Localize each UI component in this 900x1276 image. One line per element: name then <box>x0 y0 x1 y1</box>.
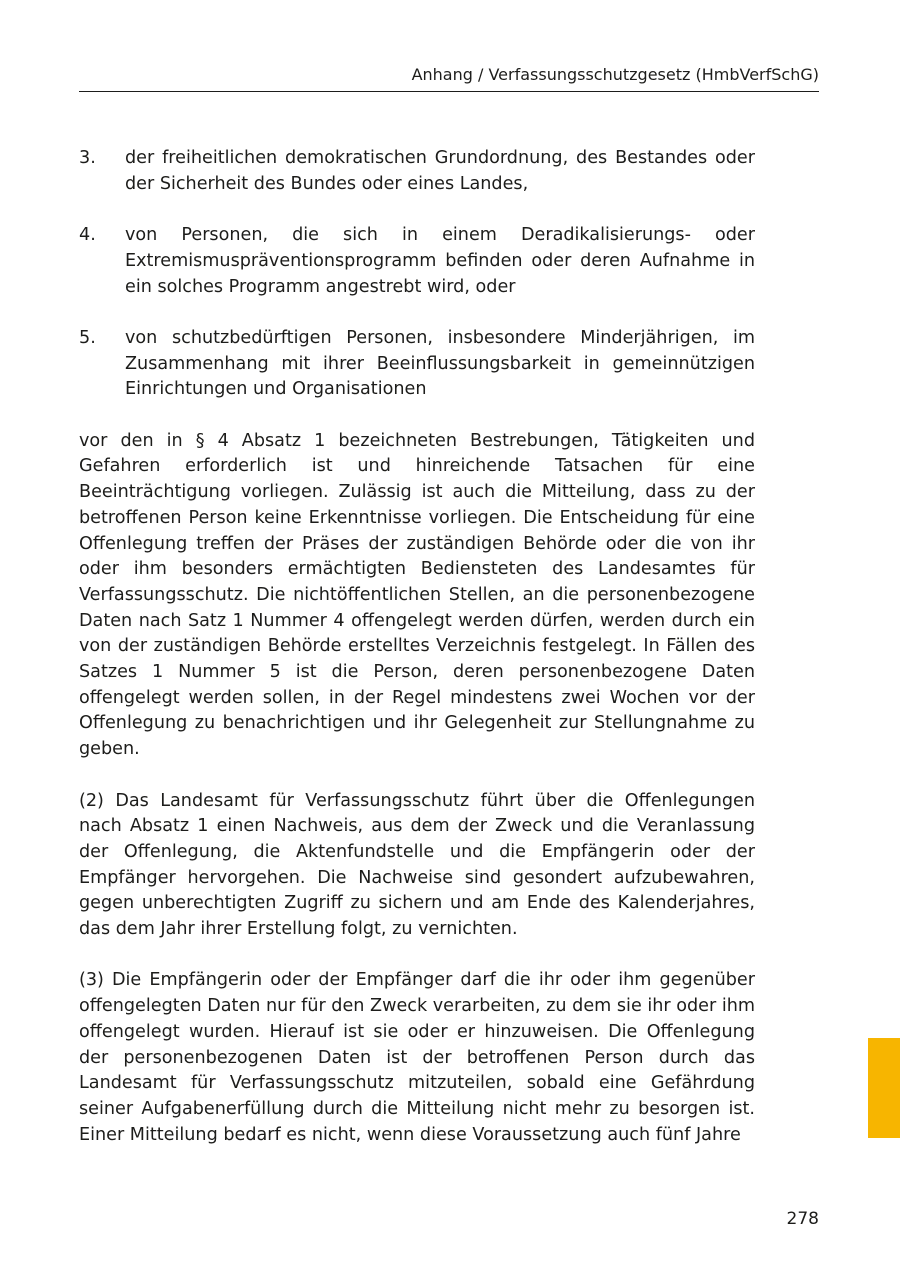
list-item-text: der freiheitlichen demokratischen Grundordnung, des Bestandes oder der Sicherheit des Bundes oder eines Landes, <box>125 148 755 194</box>
running-header <box>79 64 819 92</box>
body-paragraph: vor den in § 4 Absatz 1 bezeichneten Bestrebungen, Tätigkeiten und Gefahren erforderlich ist und hinreichende Tatsachen für eine Beeinträchtigung vorliegen. Zulässig ist auch die Mitteilung, dass zu der betroffenen Person keine Erkenntnisse vorliegen. Die Entscheidung für eine Offenlegung treffen der Präses der zuständigen Behörde oder die von ihr oder ihm besonders ermächtigten Bediensteten des Landesamtes für Verfassungsschutz. Die nichtöffentlichen Stellen, an die personenbezogene Daten nach Satz 1 Nummer 4 offengelegt werden dürfen, werden durch ein von der zuständigen Behörde erstelltes Verzeichnis festgelegt. In Fällen des Satzes 1 Nummer 5 ist die Person, deren personenbezogene Daten offengelegt werden sollen, in der Regel mindestens zwei Wochen vor der Offenlegung zu benachrichtigen und ihr Gelegenheit zur Stellungnahme zu geben. <box>79 430 755 760</box>
list-item <box>79 326 755 403</box>
list-item-text: von Personen, die sich in einem Deradikalisierungs- oder Extremismuspräventionsprogramm befinden oder deren Aufnahme in ein solches Programm angestrebt wird, oder <box>125 225 755 297</box>
list-item-number: 4. <box>79 225 96 246</box>
list-item-number: 5. <box>79 327 96 348</box>
body-paragraph: (3) Die Empfängerin oder der Empfänger darf die ihr oder ihm gegenüber offengelegten Daten nur für den Zweck verarbeiten, zu dem sie ihr oder ihm offengelegt wurden. Hierauf ist sie oder er hinzuweisen. Die Offenlegung der personenbezogenen Daten ist der betroffenen Person durch das Landesamt für Verfassungsschutz mitzuteilen, sobald eine Gefährdung seiner Aufgabenerfüllung durch die Mitteilung nicht mehr zu besorgen ist. Einer Mitteilung bedarf es nicht, wenn diese Voraussetzung auch fünf Jahre <box>79 970 755 1145</box>
list-item <box>79 223 755 300</box>
list-item-number: 3. <box>79 148 96 168</box>
chapter-tab-marker <box>868 1038 900 1138</box>
list-item <box>79 146 755 197</box>
header-title: Anhang / Verfassungsschutzgesetz (HmbVerfSchG) <box>411 65 819 84</box>
page-body <box>79 146 755 1174</box>
body-paragraph: (2) Das Landesamt für Verfassungsschutz führt über die Offenlegungen nach Absatz 1 einen Nachweis, aus dem der Zweck und die Veranlassung der Offenlegung, die Aktenfundstelle und die Empfängerin oder der Empfänger hervorgehen. Die Nachweise sind gesondert aufzubewahren, gegen unberechtigten Zugriff zu sichern und am Ende des Kalenderjahres, das dem Jahr ihrer Erstellung folgt, zu vernichten. <box>79 790 755 940</box>
list-item-text: von schutzbedürftigen Personen, insbesondere Minderjährigen, im Zusammenhang mit ihrer Beeinflussungsbarkeit in gemeinnützigen Einrichtungen und Organisationen <box>125 327 755 400</box>
page-number: 278 <box>786 1209 819 1229</box>
